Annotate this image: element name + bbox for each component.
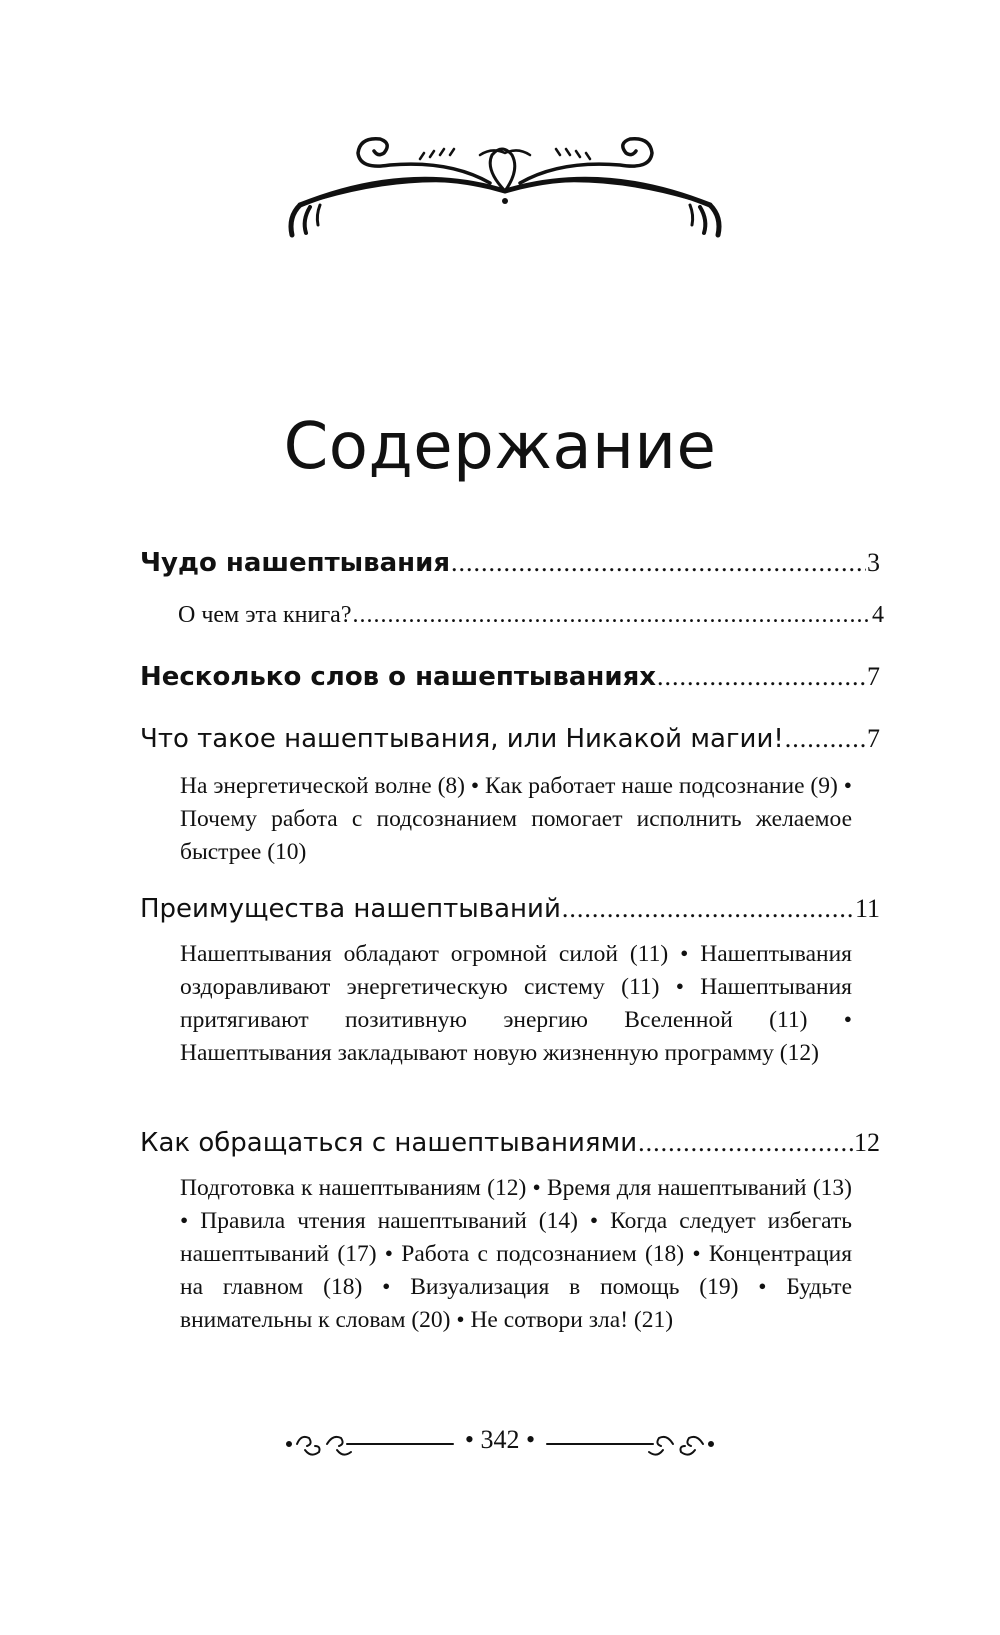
toc-entry-label: Несколько слов о нашептываниях	[140, 662, 657, 692]
toc-description: Нашептывания обладают огромной силой (11) • Нашептывания оздоравливают энергетическую систему (11) • Нашептывания притягивают позитивную энергию Вселенной (11) • Нашептывания закладывают новую жизненную программу (12)	[180, 941, 852, 1066]
page-title: Содержание	[283, 410, 717, 484]
toc-leader-dots	[657, 662, 866, 692]
toc-entry-label: Преимущества нашептываний	[140, 894, 561, 924]
toc-entry[interactable]	[140, 1128, 880, 1158]
toc-entry-label: Что такое нашептывания, или Никакой магии!	[140, 724, 784, 754]
toc-entry-page: 4	[872, 602, 884, 628]
toc-subentry[interactable]	[178, 602, 884, 629]
toc-entry-page: 7	[867, 724, 880, 753]
ornament-flourish-icon	[280, 125, 730, 250]
toc-leader-dots	[562, 894, 854, 924]
toc-entry[interactable]	[140, 894, 880, 924]
toc-description: На энергетической волне (8) • Как работает наше подсознание (9) • Почему работа с подсознанием помогает исполнить желаемое быстрее (10)	[180, 773, 852, 865]
toc-leader-dots	[352, 602, 871, 629]
toc-entry[interactable]	[140, 724, 880, 754]
toc-entry-label: Как обращаться с нашептываниями	[140, 1128, 638, 1158]
toc-description: Подготовка к нашептываниям (12) • Время для нашептываний (13) • Правила чтения нашептываний (14) • Когда следует избегать нашептываний (17) • Работа с подсознанием (18) • Концентрация на главном (18) • Визуализация в помощь (19) • Будьте внимательны к словам (20) • Не сотвори зла! (21)	[180, 1175, 852, 1333]
toc-entry[interactable]	[140, 662, 880, 692]
toc-entry-label: О чем эта книга?	[178, 602, 352, 628]
toc-entry-page: 12	[854, 1128, 880, 1157]
toc-leader-dots	[638, 1128, 853, 1158]
toc-entry-page: 7	[867, 662, 880, 691]
page-number: • 342 •	[464, 1425, 536, 1454]
toc-entry-label: Чудо нашептывания	[140, 548, 451, 578]
toc-entry-page: 3	[867, 548, 880, 577]
toc-leader-dots	[785, 724, 866, 754]
toc-entry-page: 11	[854, 894, 880, 923]
toc-entry[interactable]	[140, 548, 880, 578]
toc-leader-dots	[451, 548, 866, 578]
